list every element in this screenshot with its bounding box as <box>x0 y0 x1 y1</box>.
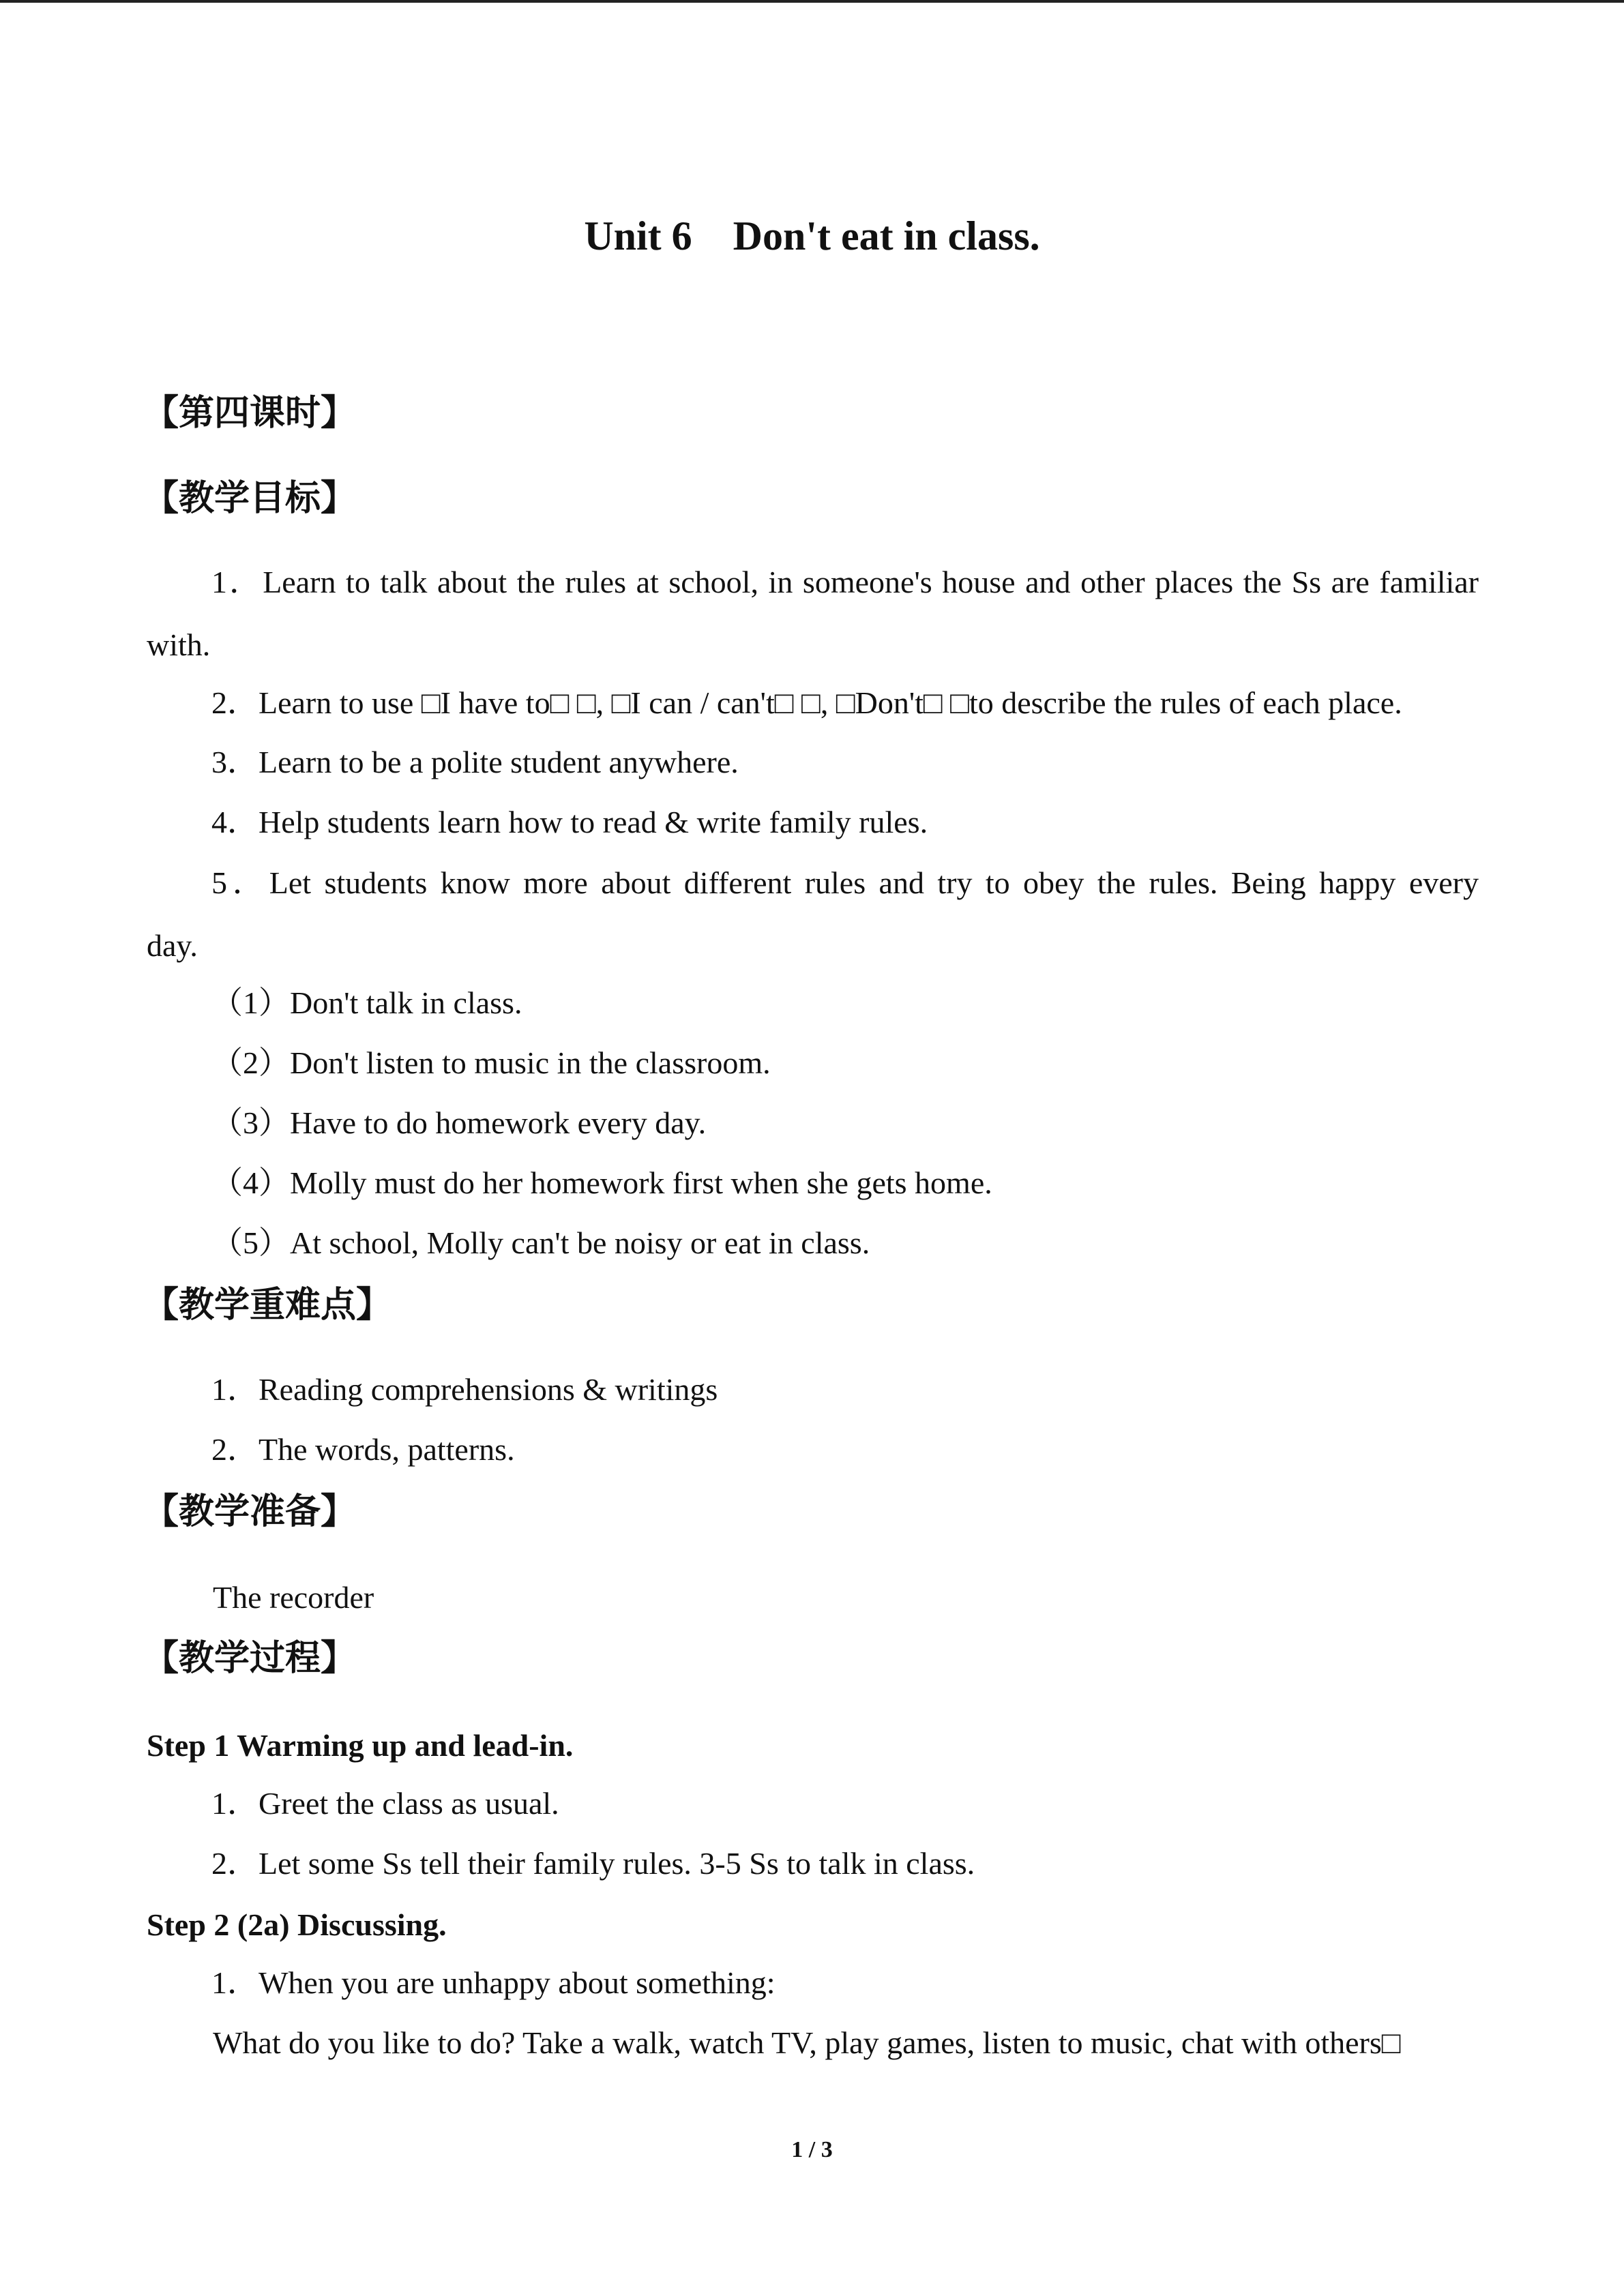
objective-sub-4: （4）Molly must do her homework first when she gets home. <box>211 1165 992 1200</box>
objective-5-line-2: day. <box>147 928 198 963</box>
objective-5-line-1: 5．Let students know more about different rules and try to obey the rules. Being happy every <box>211 865 1479 900</box>
objective-sub-5: （5）At school, Molly can't be noisy or eat in class. <box>211 1225 870 1260</box>
lesson-label: 【第四课时】 <box>143 393 357 434</box>
objective-1-line-2: with. <box>147 627 211 662</box>
step-1-item-1: 1．Greet the class as usual. <box>211 1786 559 1821</box>
process-heading: 【教学过程】 <box>143 1638 357 1679</box>
preparation-heading: 【教学准备】 <box>143 1491 357 1532</box>
objectives-heading: 【教学目标】 <box>143 478 357 519</box>
step-2-item-1: 1．When you are unhappy about something: <box>211 1965 776 2000</box>
key-points-heading: 【教学重难点】 <box>143 1285 392 1326</box>
objective-2: 2．Learn to use □I have to□ □, □I can / can't□ □, □Don't□ □to describe the rules of each place. <box>211 685 1402 720</box>
step-2-title: Step 2 (2a) Discussing. <box>147 1907 447 1942</box>
objective-sub-3: （3）Have to do homework every day. <box>211 1105 707 1140</box>
preparation-item: The recorder <box>213 1580 374 1615</box>
step-1-title: Step 1 Warming up and lead-in. <box>147 1728 574 1763</box>
top-border <box>0 0 1624 3</box>
key-point-1: 1．Reading comprehensions & writings <box>211 1372 718 1407</box>
step-1-item-2: 2．Let some Ss tell their family rules. 3-5 Ss to talk in class. <box>211 1846 975 1881</box>
objective-sub-2: （2）Don't listen to music in the classroom. <box>211 1045 771 1080</box>
objective-3: 3．Learn to be a polite student anywhere. <box>211 745 739 779</box>
objective-4: 4．Help students learn how to read & write family rules. <box>211 805 928 839</box>
objective-sub-1: （1）Don't talk in class. <box>211 985 522 1020</box>
key-point-2: 2．The words, patterns. <box>211 1432 515 1467</box>
page-number: 1 / 3 <box>791 2137 833 2162</box>
objective-1-line-1: 1．Learn to talk about the rules at school, in someone's house and other places the Ss are familiar <box>211 565 1479 599</box>
step-2-text: What do you like to do? Take a walk, watch TV, play games, listen to music, chat with others□ <box>213 2025 1401 2060</box>
page-title: Unit 6 Don't eat in class. <box>584 213 1040 258</box>
